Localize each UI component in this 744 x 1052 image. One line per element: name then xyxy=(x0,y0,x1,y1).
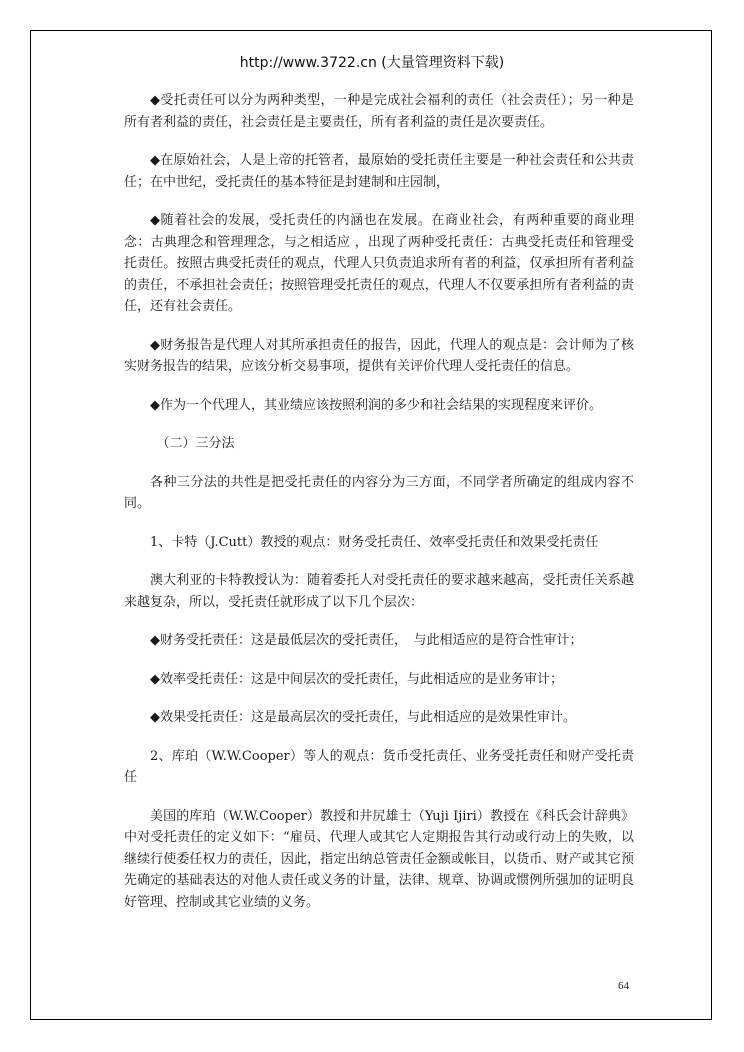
section-heading-three-part: （二）三分法 xyxy=(156,436,235,451)
paragraph-three-part-common: 各种三分法的共性是把受托责任的内容分为三方面，不同学者所确定的组成内容不同。 xyxy=(124,474,634,511)
paragraph-cooper-definition: 美国的库珀（W.W.Cooper）教授和井尻雄士（Yuji Ijiri）教授在《科氏会计辞典》中对受托责任的定义如下：“雇员、代理人或其它人定期报告其行动或行动上的失败，以继续行使委任权力的责任，因此，指定出纳总管责任金额或帐目，以货币、财产或其它预先确定的基础表达的对他人责任或义务的计量，法律、规章、协调或惯例所强加的证明良好管理、控制或其它业绩的义务。 xyxy=(124,808,634,910)
document-body xyxy=(124,90,634,930)
paragraph-cutt-view: 1、卡特（J.Cutt）教授的观点：财务受托责任、效率受托责任和效果受托责任 xyxy=(150,534,599,550)
paragraph-efficiency-accountability: ◆效率受托责任：这是中间层次的受托责任，与此相适应的是业务审计； xyxy=(150,671,563,687)
paragraph-cooper-view: 2、库珀（W.W.Cooper）等人的观点：货币受托责任、业务受托责任和财产受托责任 xyxy=(124,748,634,785)
paragraph-agent-performance: ◆作为一个代理人，其业绩应该按照利润的多少和社会结果的实现程度来评价。 xyxy=(150,397,602,413)
paragraph-cutt-levels: 澳大利亚的卡特教授认为：随着委托人对受托责任的要求越来越高，受托责任关系越来越复杂，所以，受托责任就形成了以下几个层次： xyxy=(124,573,634,610)
paragraph-effect-accountability: ◆效果受托责任：这是最高层次的受托责任，与此相适应的是效果性审计。 xyxy=(150,710,576,725)
paragraph-financial-report: ◆财务报告是代理人对其所承担责任的报告，因此，代理人的观点是：会计师为了核实财务报告的结果，应该分析交易事项，提供有关评价代理人受托责任的信息。 xyxy=(124,337,634,374)
paragraph-financial-accountability: ◆财务受托责任：这是最低层次的受托责任， 与此相适应的是符合性审计； xyxy=(150,633,583,648)
header-url[interactable]: http://www.3722.cn (大量管理资料下载) xyxy=(239,55,505,71)
page-number: 64 xyxy=(618,980,629,992)
paragraph-responsibility-types: ◆受托责任可以分为两种类型，一种是完成社会福利的责任（社会责任）；另一种是所有者利益的责任，社会责任是主要责任，所有者利益的责任是次要责任。 xyxy=(124,93,634,130)
paragraph-commercial-society: ◆随着社会的发展，受托责任的内涵也在发展。在商业社会，有两种重要的商业理念：古典理念和管理理念，与之相适应 ，出现了两种受托责任：古典受托责任和管理受托责任。按照古典受托责任的观点，代理人只负责追求所有者的利益，仅承担所有者利益的责任，不承担社会责任；按照管理受托责任的观点，代理人不仅要承担所有者利益的责任，还有社会责任。 xyxy=(124,213,634,314)
paragraph-primitive-society: ◆在原始社会，人是上帝的托管者，最原始的受托责任主要是一种社会责任和公共责任；在中世纪，受托责任的基本特征是封建制和庄园制， xyxy=(124,153,634,190)
